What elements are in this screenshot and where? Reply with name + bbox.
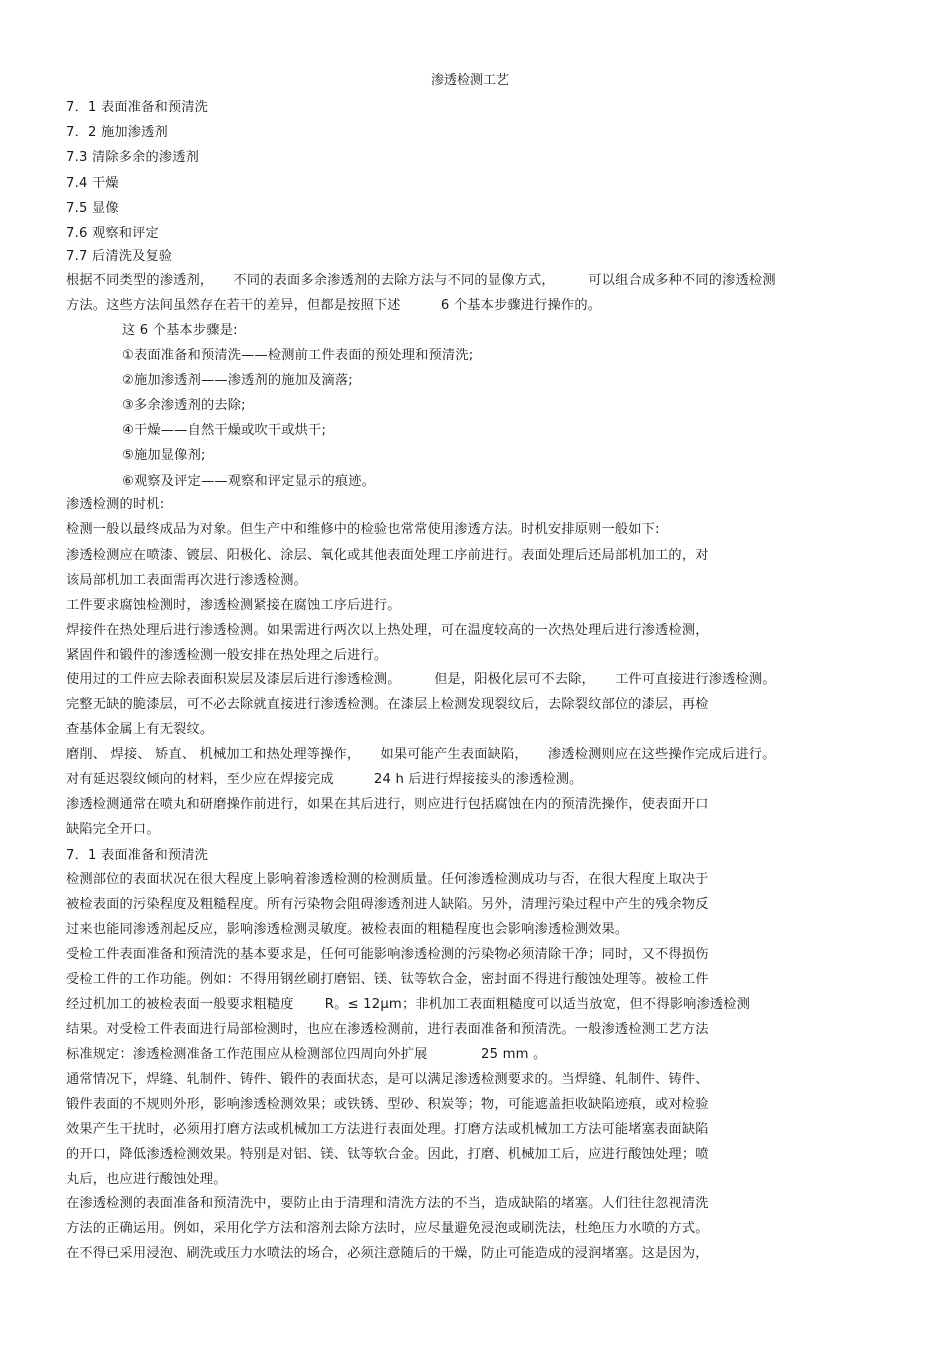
section-line: 效果产生干扰时，必须用打磨方法或机械加工方法进行表面处理。打磨方法或机械加工方法可能堵塞表面缺陷 <box>66 1122 709 1137</box>
steps-heading: 这 6 个基本步骤是: <box>122 323 238 338</box>
timing-line: 焊接件在热处理后进行渗透检测。如果需进行两次以上热处理，可在温度较高的一次热处理后进行渗透检测， <box>66 623 709 638</box>
intro-line: 根据不同类型的渗透剂， 不同的表面多余渗透剂的去除方法与不同的显像方式， 可以组合成多种不同的渗透检测 <box>66 273 776 288</box>
section-line: 在不得已采用浸泡、刷洗或压力水喷法的场合，必须注意随后的干燥，防止可能造成的浸润堵塞。这是因为， <box>66 1246 709 1261</box>
toc-item: 7.4 干燥 <box>66 176 119 191</box>
timing-line: 该局部机加工表面需再次进行渗透检测。 <box>66 573 307 588</box>
timing-line: 使用过的工件应去除表面积炭层及漆层后进行渗透检测。 但是，阳极化层可不去除， 工件可直接进行渗透检测。 <box>66 672 776 687</box>
step-item: ④干燥——自然干燥或吹干或烘干; <box>122 423 327 438</box>
toc-item: 7．1 表面准备和预清洗 <box>66 100 209 115</box>
section-line: 检测部位的表面状况在很大程度上影响着渗透检测的检测质量。任何渗透检测成功与否，在很大程度上取决于 <box>66 872 709 887</box>
section-line: 经过机加工的被检表面一般要求粗糙度 R。≤ 12μm；非机加工表面粗糙度可以适当放宽，但不得影响渗透检测 <box>66 997 751 1012</box>
timing-line: 完整无缺的脆漆层，可不必去除就直接进行渗透检测。在漆层上检测发现裂纹后，去除裂纹部位的漆层，再检 <box>66 697 709 712</box>
section-line: 受检工件表面准备和预清洗的基本要求是，任何可能影响渗透检测的污染物必须清除干净；同时，又不得损伤 <box>66 947 709 962</box>
timing-line: 检测一般以最终成品为对象。但生产中和维修中的检验也常常使用渗透方法。时机安排原则一般如下: <box>66 522 660 537</box>
page-title: 渗透检测工艺 <box>430 73 509 88</box>
toc-item: 7.5 显像 <box>66 201 119 216</box>
section-line: 锻件表面的不规则外形，影响渗透检测效果；或铁锈、型砂、积炭等；物，可能遮盖拒收缺陷迹痕，或对检验 <box>66 1097 709 1112</box>
section-line: 受检工件的工作功能。例如：不得用钢丝刷打磨铝、镁、钛等软合金，密封面不得进行酸蚀处理等。被检工件 <box>66 972 709 987</box>
step-item: ②施加渗透剂——渗透剂的施加及滴落; <box>122 373 353 388</box>
intro-line: 方法。这些方法间虽然存在若干的差异，但都是按照下述 6 个基本步骤进行操作的。 <box>66 298 602 313</box>
section-line: 丸后，也应进行酸蚀处理。 <box>66 1172 227 1187</box>
section-line: 被检表面的污染程度及粗糙程度。所有污染物会阻碍渗透剂进人缺陷。另外，清理污染过程中产生的残余物反 <box>66 897 709 912</box>
timing-heading: 渗透检测的时机: <box>66 497 165 512</box>
toc-item: 7．2 施加渗透剂 <box>66 125 168 140</box>
section-line: 的开口，降低渗透检测效果。特别是对铝、镁、钛等软合金。因此，打磨、机械加工后，应进行酸蚀处理；喷 <box>66 1147 709 1162</box>
section-line: 方法的正确运用。例如，采用化学方法和溶剂去除方法时，应尽量避免浸泡或刷洗法，杜绝压力水喷的方式。 <box>66 1221 709 1236</box>
timing-line: 对有延迟裂纹倾向的材料，至少应在焊接完成 24 h 后进行焊接接头的渗透检测。 <box>66 772 583 787</box>
section-line: 在渗透检测的表面准备和预清洗中，要防止由于清理和清洗方法的不当，造成缺陷的堵塞。人们往往忽视清洗 <box>66 1196 709 1211</box>
timing-line: 渗透检测通常在喷丸和研磨操作前进行，如果在其后进行，则应进行包括腐蚀在内的预清洗操作，使表面开口 <box>66 797 709 812</box>
timing-line: 紧固件和锻件的渗透检测一般安排在热处理之后进行。 <box>66 648 388 663</box>
timing-line: 工件要求腐蚀检测时，渗透检测紧接在腐蚀工序后进行。 <box>66 598 401 613</box>
timing-line: 渗透检测应在喷漆、镀层、阳极化、涂层、氧化或其他表面处理工序前进行。表面处理后还局部机加工的，对 <box>66 548 709 563</box>
toc-item: 7.7 后清洗及复验 <box>66 249 173 264</box>
timing-line: 查基体金属上有无裂纹。 <box>66 722 214 737</box>
timing-line: 磨削、 焊接、 矫直、 机械加工和热处理等操作， 如果可能产生表面缺陷， 渗透检测则应在这些操作完成后进行。 <box>66 747 776 762</box>
section-heading: 7．1 表面准备和预清洗 <box>66 848 209 863</box>
section-line: 通常情况下，焊缝、轧制件、铸件、锻件的表面状态，是可以满足渗透检测要求的。当焊缝、轧制件、铸件、 <box>66 1072 709 1087</box>
section-line: 过来也能同渗透剂起反应，影响渗透检测灵敏度。被检表面的粗糙程度也会影响渗透检测效果。 <box>66 922 629 937</box>
step-item: ⑤施加显像剂; <box>122 448 206 463</box>
timing-line: 缺陷完全开口。 <box>66 822 160 837</box>
section-line: 标准规定：渗透检测准备工作范围应从检测部位四周向外扩展 25 mm 。 <box>66 1047 547 1062</box>
step-item: ①表面准备和预清洗——检测前工件表面的预处理和预清洗; <box>122 348 474 363</box>
section-line: 结果。对受检工件表面进行局部检测时，也应在渗透检测前，进行表面准备和预清洗。一般渗透检测工艺方法 <box>66 1022 709 1037</box>
step-item: ⑥观察及评定——观察和评定显示的痕迹。 <box>122 474 375 489</box>
toc-item: 7.6 观察和评定 <box>66 226 159 241</box>
toc-item: 7.3 清除多余的渗透剂 <box>66 150 200 165</box>
step-item: ③多余渗透剂的去除; <box>122 398 246 413</box>
